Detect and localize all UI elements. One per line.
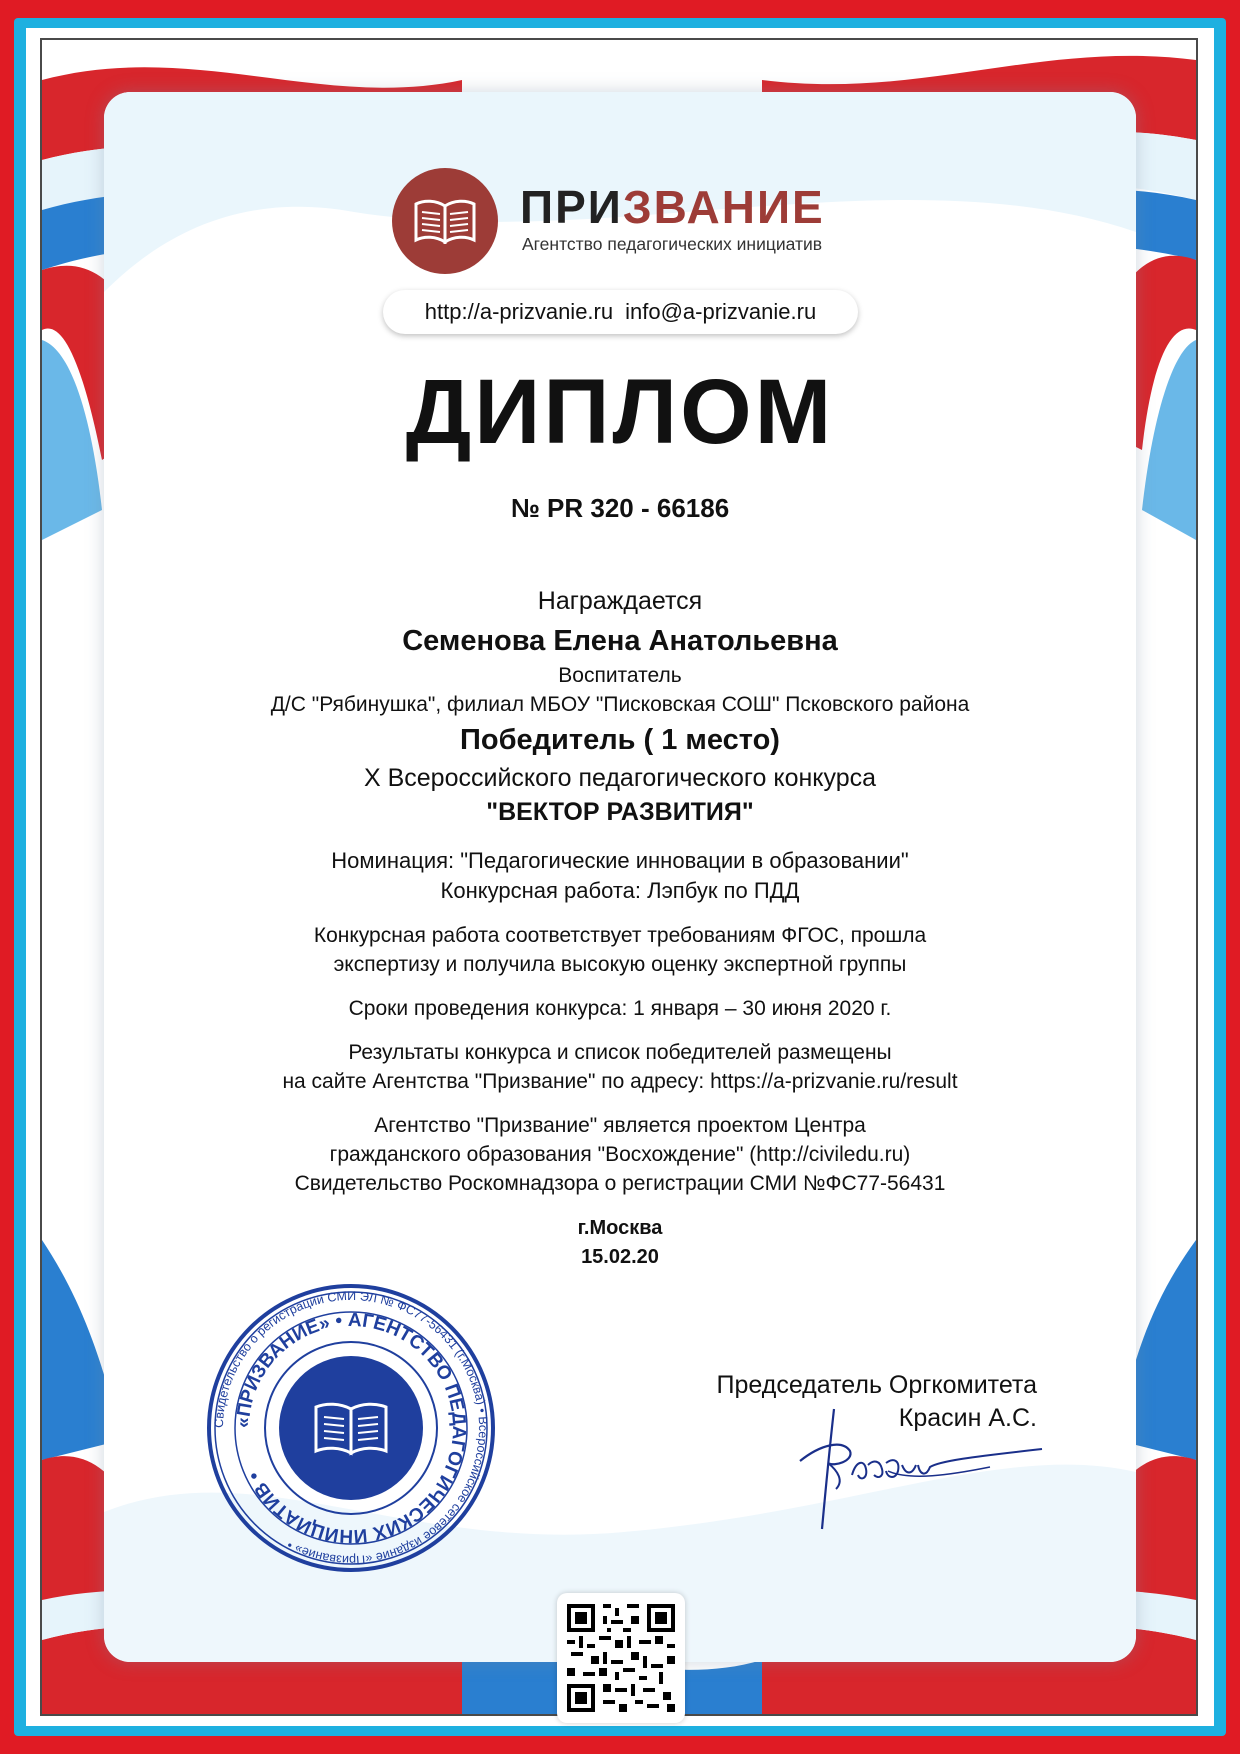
fgos-line-1: Конкурсная работа соответствует требованиям ФГОС, прошла bbox=[313, 924, 927, 947]
results-line-1: Результаты конкурса и список победителей размещены bbox=[348, 1041, 892, 1064]
fgos-line-2: экспертизу и получила высокую оценку экспертной группы bbox=[333, 953, 907, 976]
recipient-organization: Д/С "Рябинушка", филиал МБОУ "Писковская СОШ" Псковского района bbox=[270, 693, 970, 716]
qr-code-icon bbox=[567, 1603, 675, 1713]
issue-city: г.Москва bbox=[577, 1217, 663, 1239]
diploma-number: № PR 320 - 66186 bbox=[510, 493, 730, 523]
signatory-name: Красин А.С. bbox=[898, 1403, 1037, 1432]
contest-name: "ВЕКТОР РАЗВИТИЯ" bbox=[486, 798, 754, 826]
brand-name bbox=[520, 181, 825, 233]
results-line-2: на сайте Агентства "Призвание" по адресу: https://a-prizvanie.ru/result bbox=[282, 1070, 958, 1093]
award-result: Победитель ( 1 место) bbox=[460, 724, 780, 756]
nomination: Номинация: "Педагогические инновации в образовании" bbox=[331, 848, 909, 873]
official-stamp bbox=[206, 1283, 496, 1573]
handwritten-signature bbox=[790, 1405, 1050, 1535]
project-line-3: Свидетельство Роскомнадзора о регистрации СМИ №ФС77-56431 bbox=[294, 1172, 946, 1195]
recipient-position: Воспитатель bbox=[558, 664, 682, 687]
project-line-1: Агентство "Призвание" является проектом Центра bbox=[374, 1114, 866, 1137]
stamp-inner-text: «ПРИЗВАНИЕ» • АГЕНТСТВО ПЕДАГОГИЧЕСКИХ ИНИЦИАТИВ • bbox=[232, 1309, 470, 1547]
awarded-label: Награждается bbox=[537, 587, 703, 615]
brand-logo bbox=[392, 168, 498, 274]
email-link[interactable]: info@a-prizvanie.ru bbox=[625, 299, 817, 324]
diploma-title: ДИПЛОМ bbox=[405, 361, 835, 463]
brand-name-part1: ПРИ bbox=[520, 181, 623, 233]
open-book-icon bbox=[414, 198, 476, 244]
brand-name-part2: ЗВАНИЕ bbox=[622, 181, 825, 233]
issue-date: 15.02.20 bbox=[581, 1246, 659, 1268]
contest-line: X Всероссийского педагогического конкурса bbox=[363, 764, 877, 792]
brand-subtitle: Агентство педагогических инициатив bbox=[522, 234, 823, 254]
qr-code[interactable] bbox=[557, 1593, 685, 1723]
recipient-name: Семенова Елена Анатольевна bbox=[402, 625, 838, 657]
contest-dates: Сроки проведения конкурса: 1 января – 30 июня 2020 г. bbox=[348, 997, 892, 1020]
project-line-2: гражданского образования "Восхождение" (http://civiledu.ru) bbox=[329, 1143, 911, 1166]
signatory-role: Председатель Оргкомитета bbox=[716, 1371, 1037, 1399]
contacts-pill bbox=[383, 290, 858, 334]
website-link[interactable]: http://a-prizvanie.ru bbox=[424, 299, 614, 324]
contest-work: Конкурсная работа: Лэпбук по ПДД bbox=[440, 878, 800, 903]
stamp-outer-text: Свидетельство о регистрации СМИ ЭЛ № ФС77-56431 (г.Москва) • Всероссийское сетевое издание «Призвание» • bbox=[211, 1288, 491, 1568]
